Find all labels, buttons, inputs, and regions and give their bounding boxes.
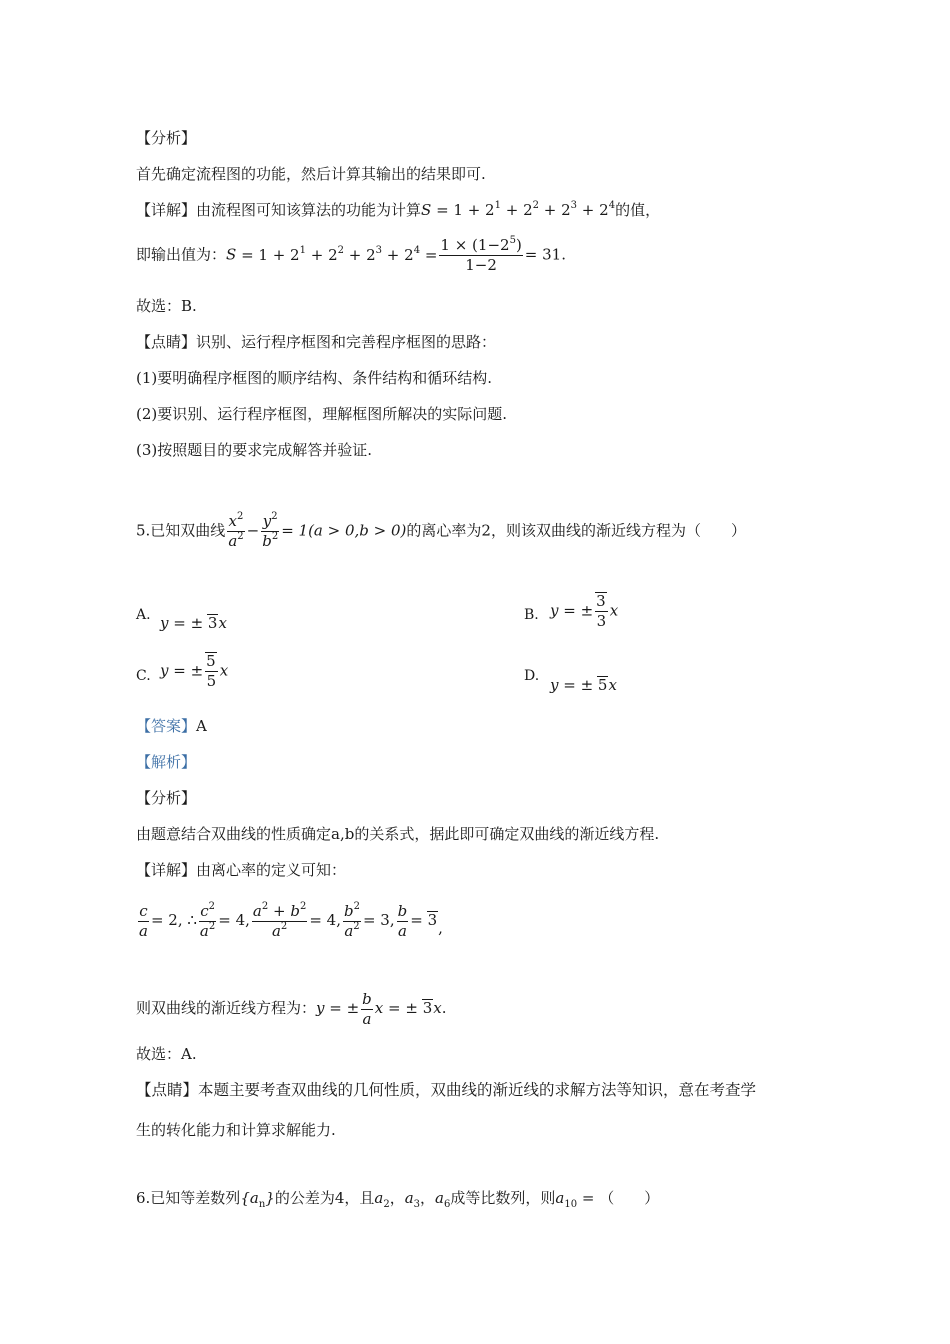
option-b: y = ± $\frac{3}{3}$ x [550,592,619,630]
analysis-tag: 【解析】 [136,753,197,771]
option-a: y = ± 3x [160,614,227,632]
tip-item-1: (1)要明确程序框图的顺序结构、条件结构和循环结构. [136,369,493,387]
q5-analysis-heading: 【分析】 [136,789,197,807]
option-d-label: D. [524,668,540,684]
answer-line: 【答案】A [136,717,207,735]
output-line: 即输出值为：$S = 1 + 2^1 + 2^2 + 2^3 + 2^4$ = $\frac{1 \times (1-2^5)}{1-2}$ = 31. [136,235,566,274]
q5-detail-heading: 【详解】由离心率的定义可知： [136,861,347,879]
analysis-heading: 【分析】 [136,129,197,147]
q5-tip-2: 生的转化能力和计算求解能力. [136,1121,336,1139]
detail-line: 【详解】由流程图可知该算法的功能为计算$S = 1 + 2^1 + 2^2 + 2^3 + 2^4$的值， [136,200,661,219]
option-c: y = ± $\frac{5}{5}$ x [160,652,229,690]
tip-item-2: (2)要识别、运行程序框图，理解框图所解决的实际问题. [136,405,508,423]
option-a-label: A. [136,607,151,623]
eccentricity-derivation: $\frac{c}{a}$ = 2, ∴ $\frac{c^2}{a^2}$ = 4, $\frac{a^2 + b^2}{a^2}$ = 4, $\frac{b^2}{a^2}$ = 3, $\frac{b}{a}$ = 3, [139,900,443,940]
tip-heading: 【点睛】识别、运行程序框图和完善程序框图的思路： [136,333,497,351]
option-c-label: C. [136,668,151,684]
sum-fraction: $\frac{1 \times (1-2^5)}{1-2}$ [440,235,522,274]
analysis-text: 首先确定流程图的功能，然后计算其输出的结果即可. [136,165,486,183]
choice-line: 故选：B. [136,297,197,315]
asymptote-line: 则双曲线的渐近线方程为：y = ± $\frac{b}{a}$ x = ± 3x. [136,989,447,1028]
question-5: 5.已知双曲线 $\frac{x^2}{a^2}$ − $\frac{y^2}{b^2}$ = 1(a > 0,b > 0)的离心率为2，则该双曲线的渐近线方程为（ ） [136,511,746,550]
q5-tip-1: 【点睛】本题主要考查双曲线的几何性质，双曲线的渐近线的求解方法等知识，意在考查学 [136,1081,757,1099]
tip-item-3: (3)按照题目的要求完成解答并验证. [136,441,373,459]
option-b-label: B. [524,607,539,623]
option-d: y = ± 5x [550,676,617,694]
q5-analysis-text: 由题意结合双曲线的性质确定a,b的关系式，据此即可确定双曲线的渐近线方程. [136,825,660,843]
q5-choice: 故选：A. [136,1045,197,1063]
question-6: 6.已知等差数列$\{a_n\}$的公差为4，且$a_2$，$a_3$，$a_6$成等比数列，则$a_{10}$ = （ ） [136,1189,660,1210]
